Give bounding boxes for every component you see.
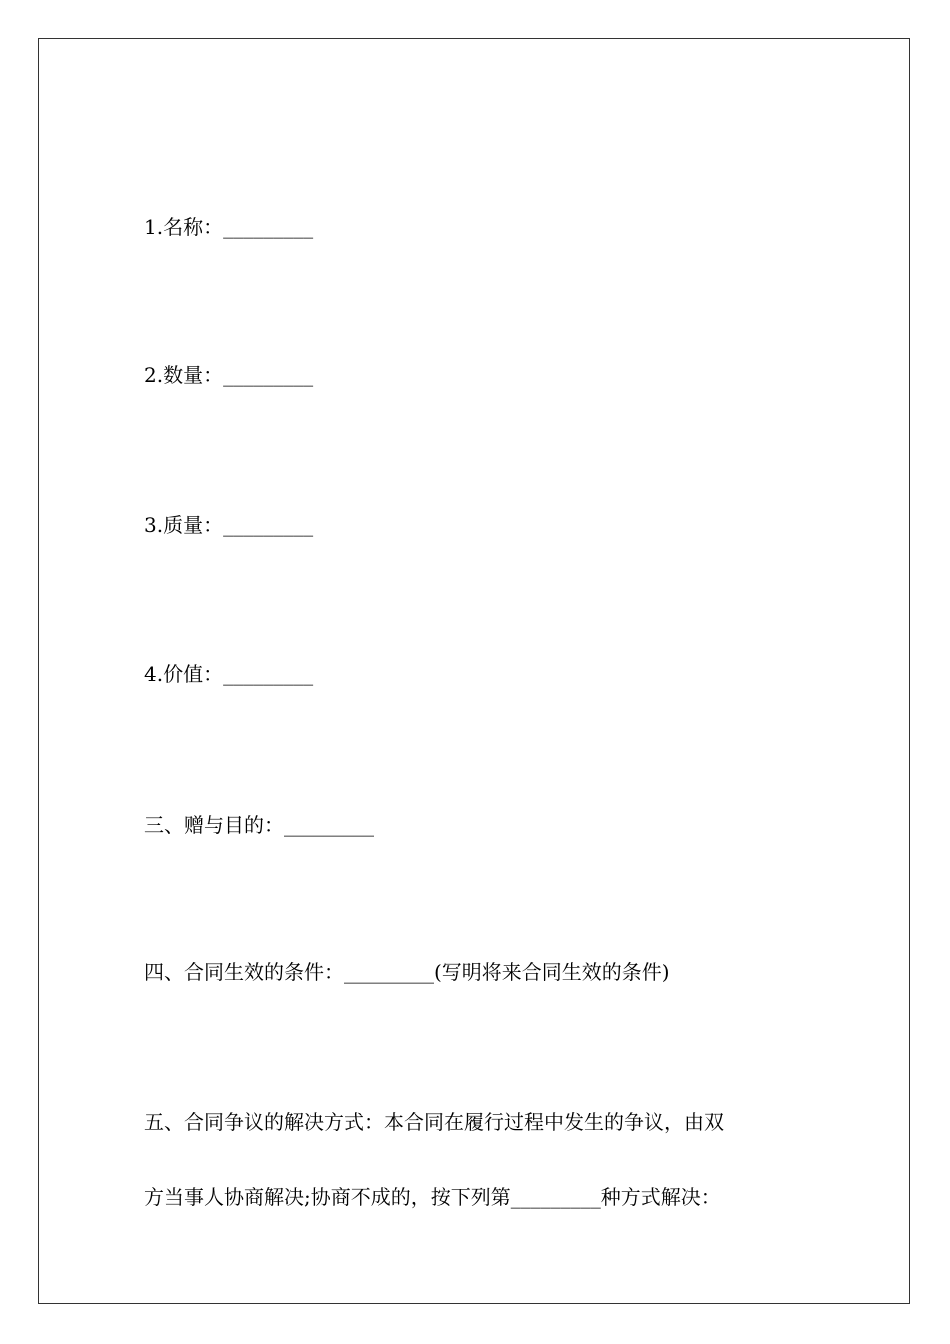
section-dispute-resolution-line2: 方当事人协商解决;协商不成的，按下列第_________种方式解决： xyxy=(144,1185,721,1209)
item-quantity: 2.数量：_________ xyxy=(144,363,314,387)
section-effective-conditions: 四、合同生效的条件：_________(写明将来合同生效的条件) xyxy=(144,960,670,984)
item-value: 4.价值：_________ xyxy=(144,662,314,686)
section-gift-purpose: 三、赠与目的：_________ xyxy=(144,813,374,837)
section-dispute-resolution-line1: 五、合同争议的解决方式：本合同在履行过程中发生的争议，由双 xyxy=(144,1110,724,1134)
item-name: 1.名称：_________ xyxy=(144,215,314,239)
item-quality: 3.质量：_________ xyxy=(144,513,314,537)
